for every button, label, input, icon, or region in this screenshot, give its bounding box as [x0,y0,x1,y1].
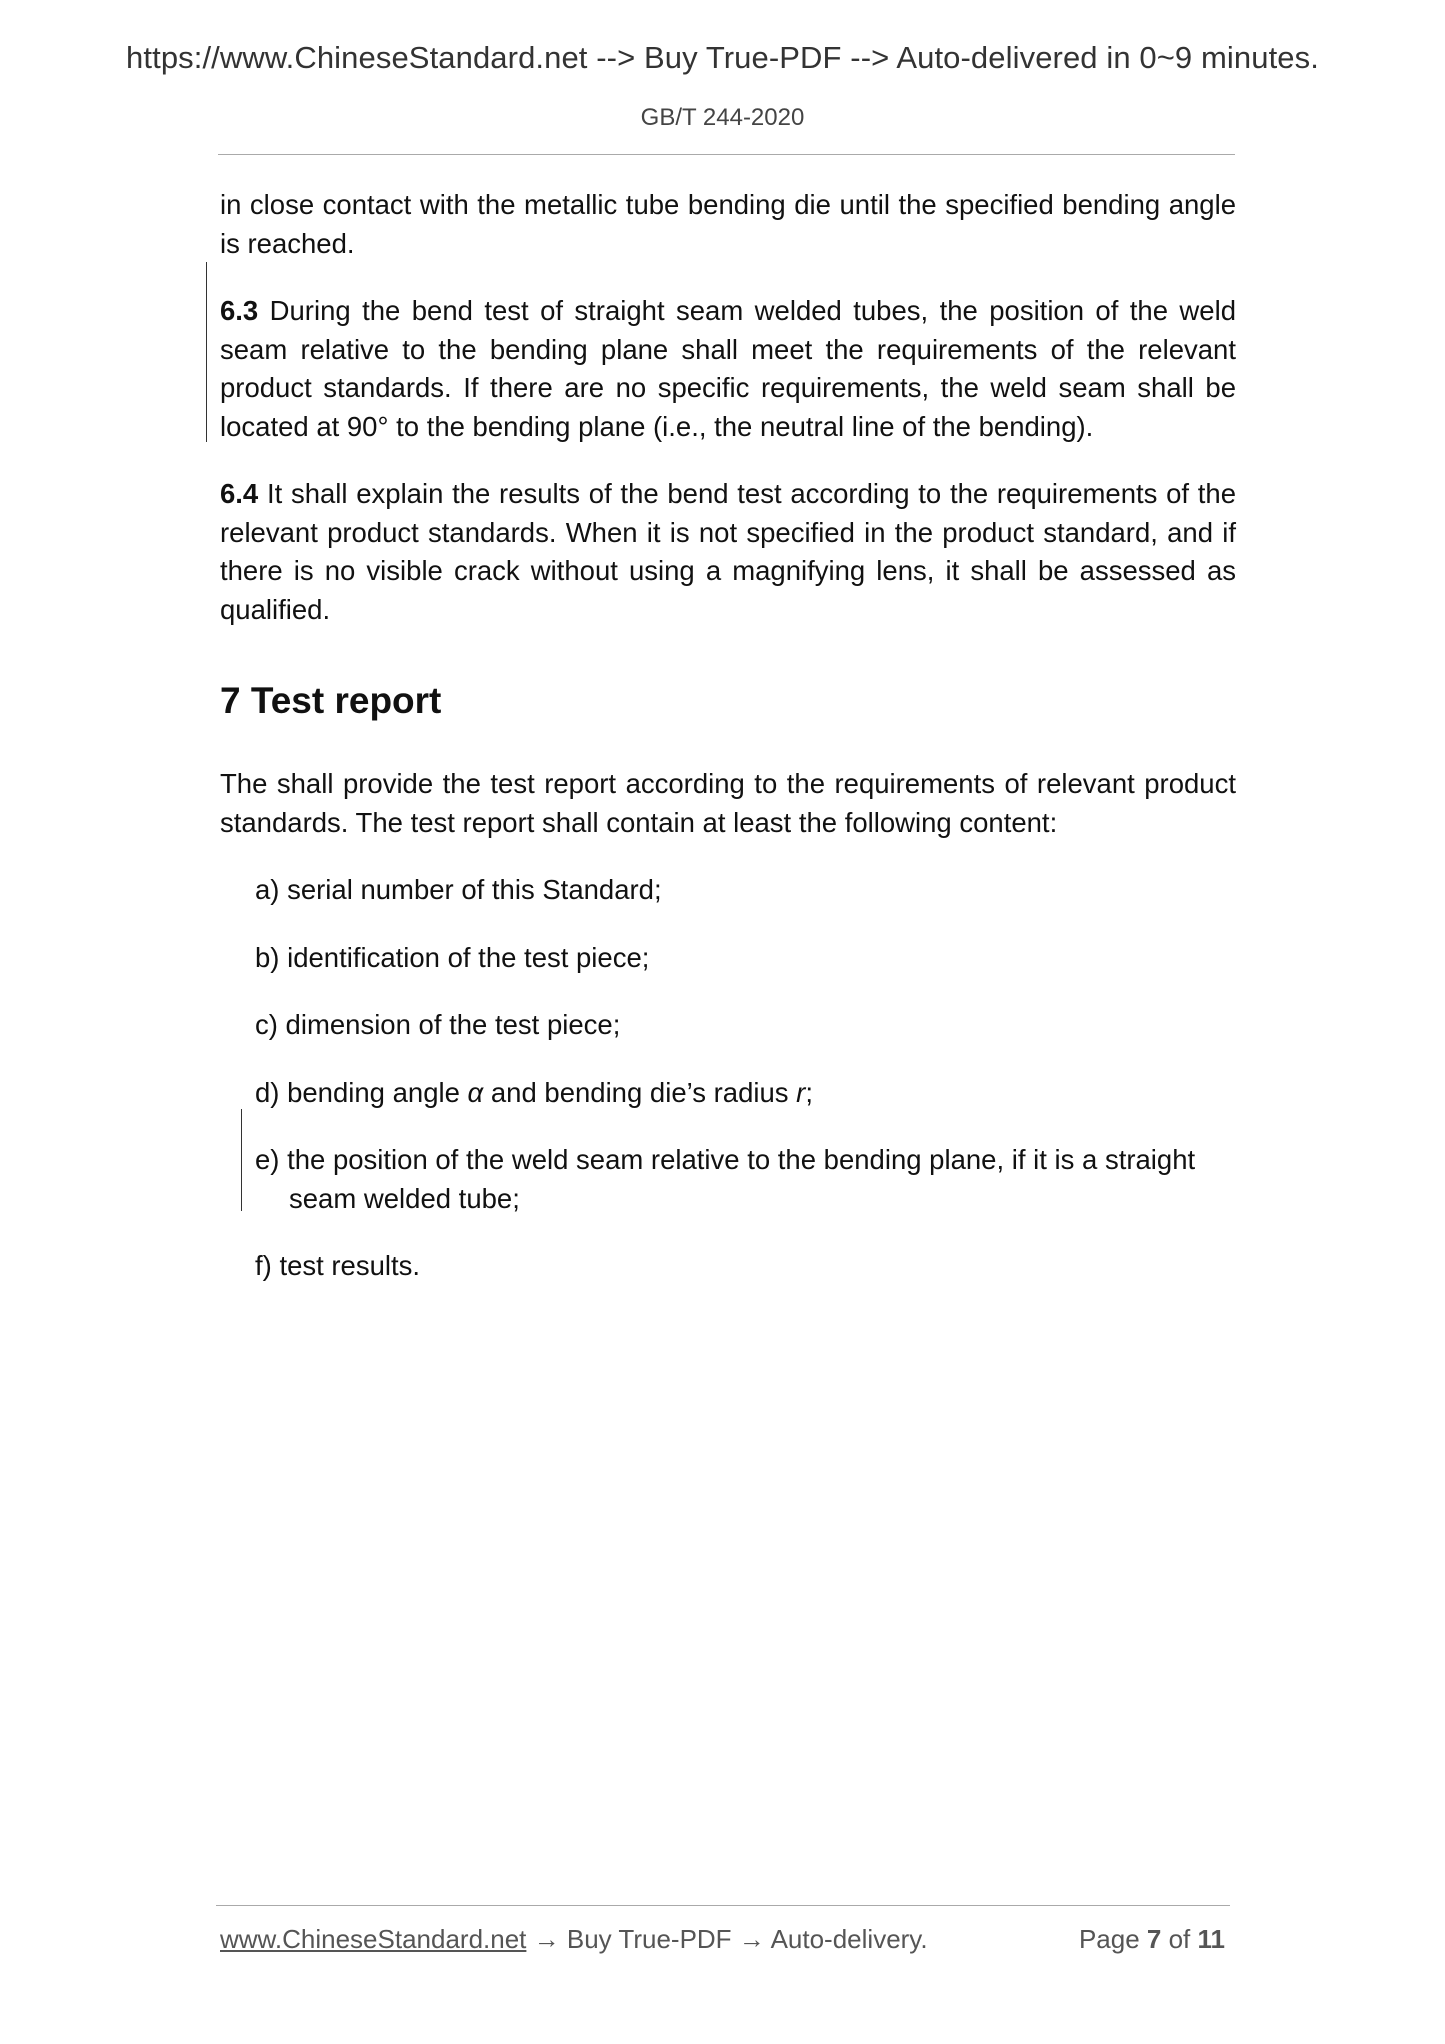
list-item-d [255,1074,1236,1113]
footer-left [220,1924,928,1955]
list-item-d-mid: and bending die’s radius [483,1076,797,1108]
page-total: 11 [1197,1924,1225,1954]
list-item-e-text: e) the position of the weld seam relative to the bending plane, if it is a straight seam welded tube; [255,1144,1196,1214]
standard-code: GB/T 244-2020 [640,104,805,131]
list-item-d-suffix: ; [805,1076,813,1108]
footer-divider [216,1905,1230,1906]
clause-6-4-text: It shall explain the results of the bend test according to the requirements of the relevant product standards. When it is not specified in the product standard, and if there is no visible crack without using a magnifying lens, it shall be assessed as qualified. [220,478,1236,625]
page-body [220,186,1236,1315]
list-item-d-prefix: d) bending angle [255,1076,468,1108]
header-divider [218,154,1235,155]
footer-tagline: → Buy True-PDF → Auto-delivery. [526,1924,928,1954]
alpha-symbol: α [467,1076,484,1108]
clause-6-3-number: 6.3 [220,295,259,326]
list-item-f: f) test results. [255,1250,421,1281]
list-item-b: b) identification of the test piece; [255,941,650,973]
section-7-intro: The shall provide the test report according to the requirements of relevant product standards. The test report shall contain at least the following content: [220,768,1236,838]
top-banner: https://www.ChineseStandard.net --> Buy True-PDF --> Auto-delivered in 0~9 minutes. [126,40,1319,75]
change-bar-6-3 [206,262,207,442]
clause-6-4 [220,475,1236,629]
list-item-e [255,1141,1236,1218]
list-item-c: c) dimension of the test piece; [255,1009,621,1040]
list-item-a: a) serial number of this Standard; [255,874,662,905]
clause-6-4-number: 6.4 [220,478,259,509]
page-indicator [1079,1924,1225,1955]
of-label: of [1161,1924,1198,1954]
clause-6-3 [220,292,1236,446]
page-number: 7 [1146,1924,1162,1954]
radius-symbol: r [796,1076,806,1108]
section-7-heading: 7 Test report [220,680,442,721]
page-label: Page [1078,1924,1147,1954]
footer-site-link[interactable]: www.ChineseStandard.net [220,1924,527,1954]
continuation-paragraph: in close contact with the metallic tube bending die until the specified bending angle is reached. [220,189,1236,259]
clause-6-3-text: During the bend test of straight seam welded tubes, the position of the weld seam relative to the bending plane shall meet the requirements of the relevant product standards. If there are no specific requirements, the weld seam shall be located at 90° to the bending plane (i.e., the neutral line of the bending). [220,295,1236,442]
